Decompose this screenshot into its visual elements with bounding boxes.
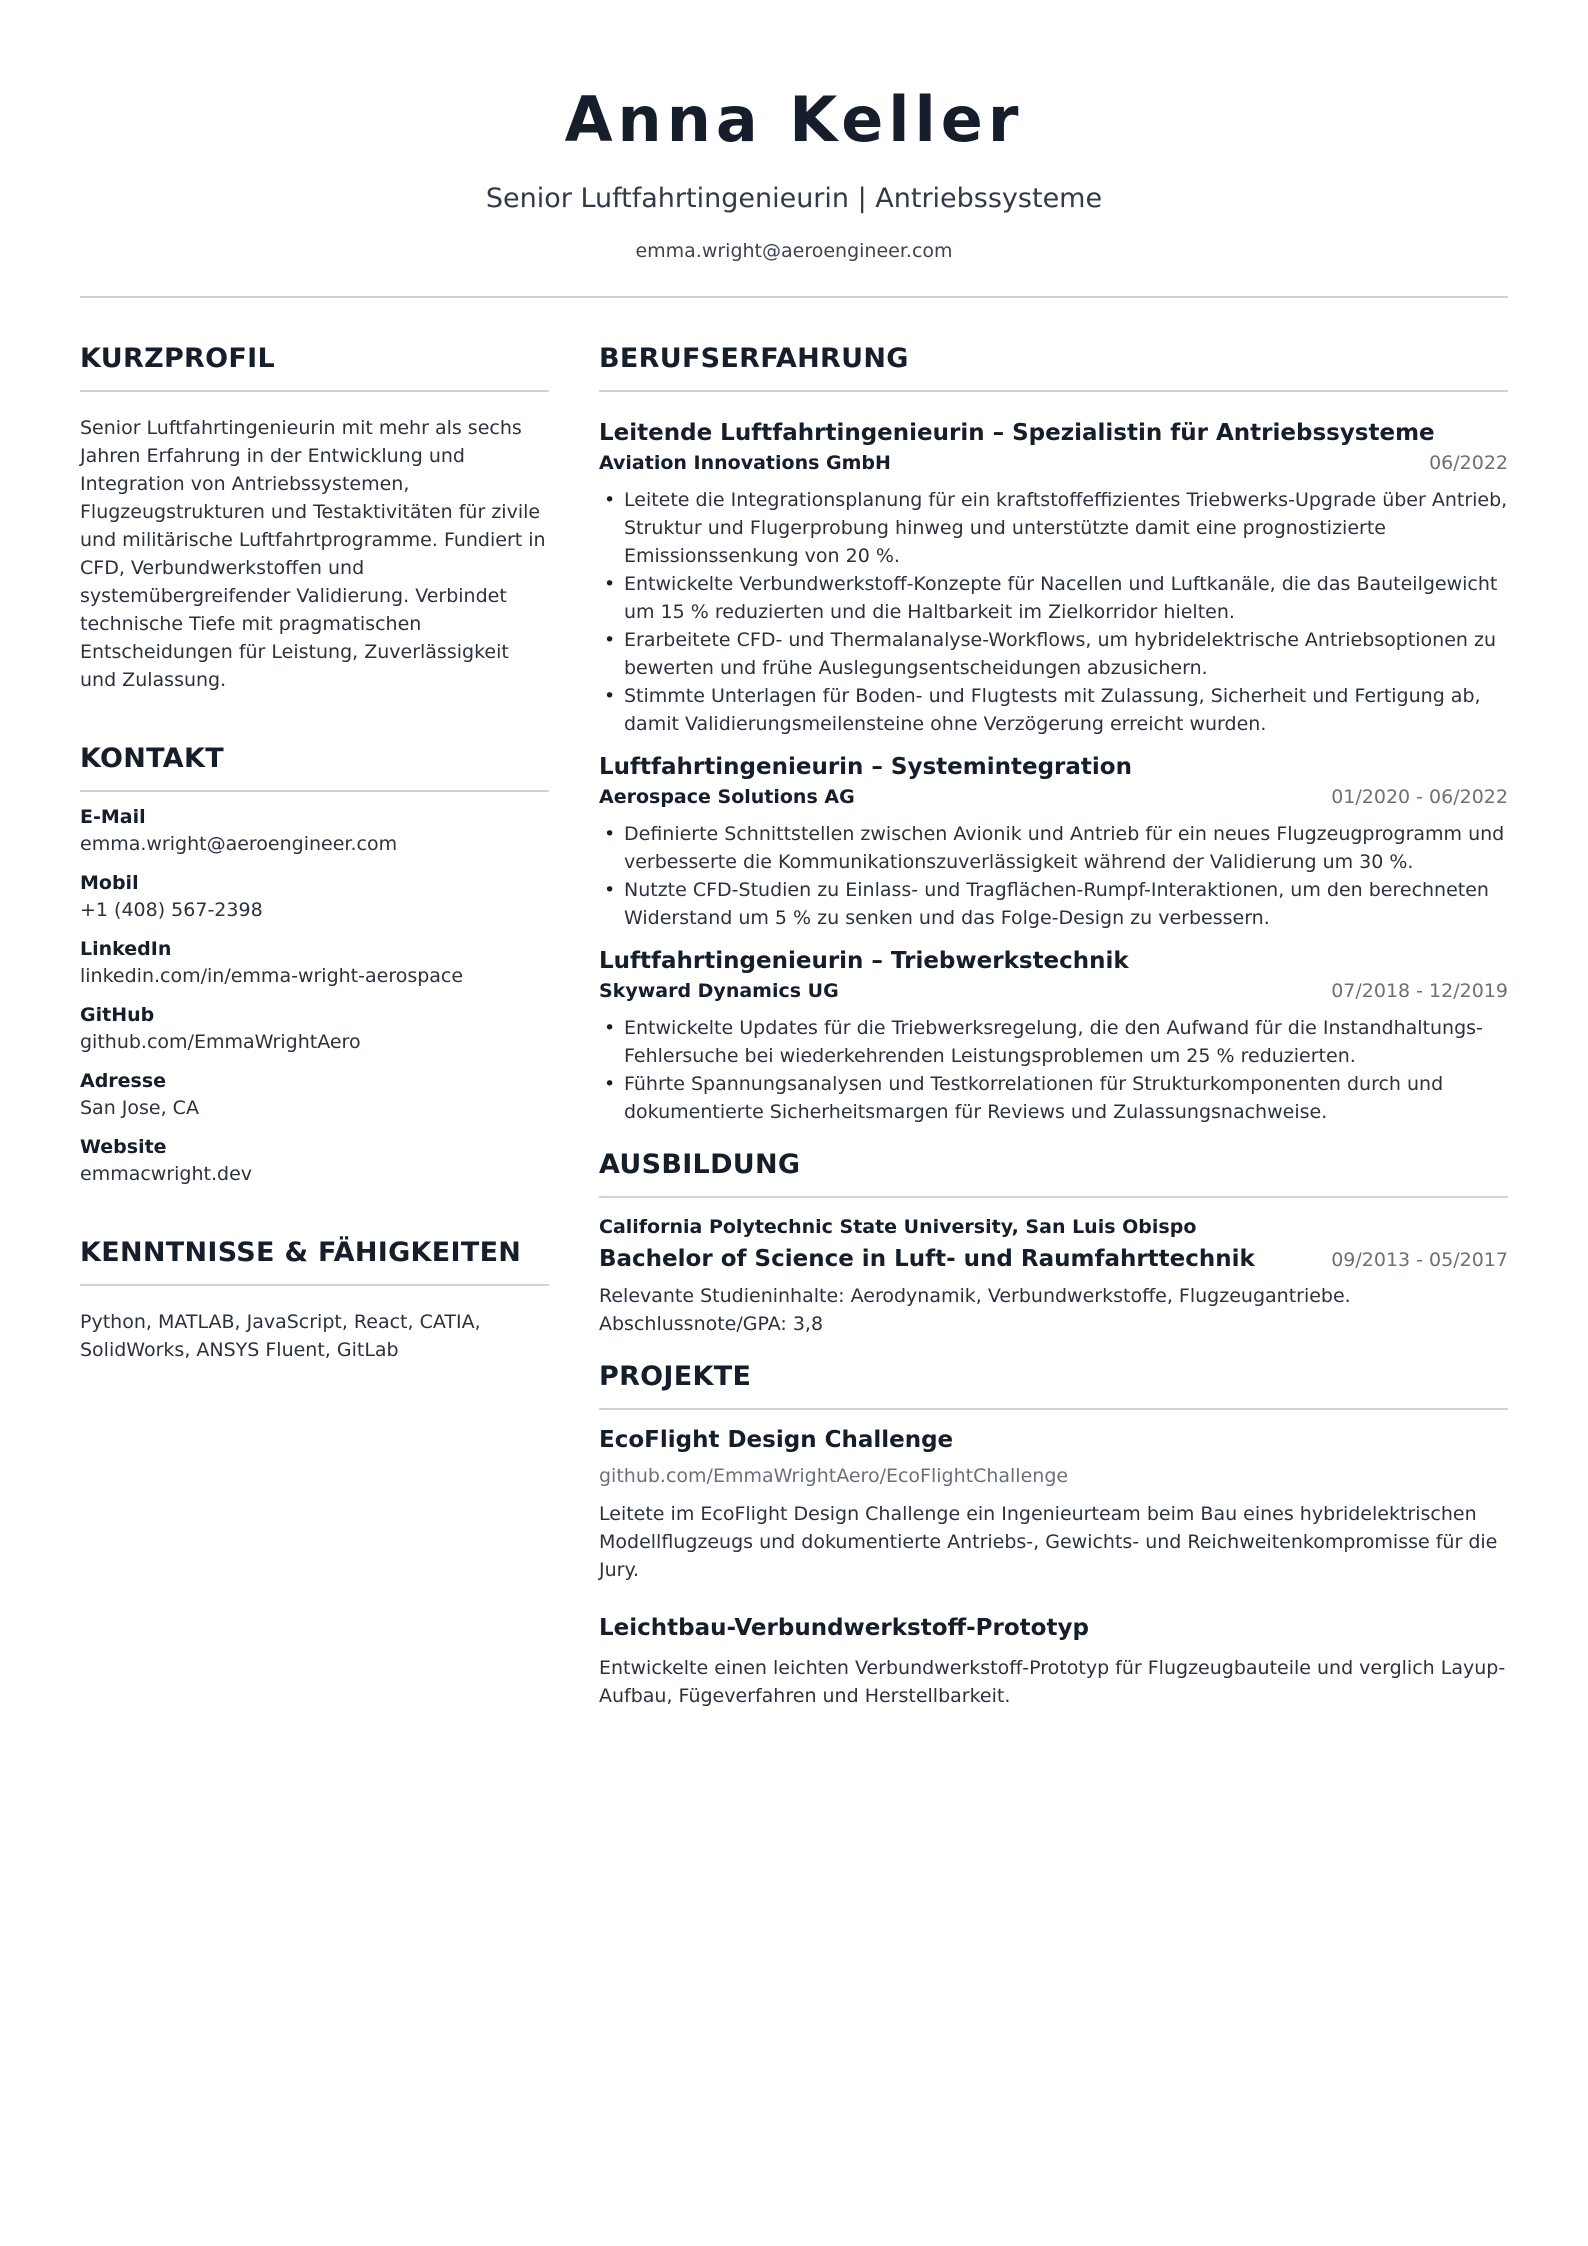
project-title: EcoFlight Design Challenge: [599, 1427, 954, 1453]
job-company: Skyward Dynamics UG: [599, 980, 839, 1002]
contact-heading: KONTAKT: [80, 743, 224, 774]
job-meta: [599, 784, 1508, 810]
contact-website-label: Website: [80, 1136, 167, 1158]
project-title: Leichtbau-Verbundwerkstoff-Prototyp: [599, 1615, 1089, 1641]
job-bullet: • Stimmte Unterlagen für Boden- und Flugtests mit Zulassung, Sicherheit und Fertigung ab, damit Validierungsmeilensteine ohne Verzögerung erreicht wurden.: [599, 682, 1508, 738]
contact-address-label: Adresse: [80, 1070, 167, 1092]
job-bullet: • Leitete die Integrationsplanung für ein kraftstoffeffizientes Triebwerks-Upgrade über Antrieb, Struktur und Flugerprobung hinweg und unterstützte damit eine prognostizierte Emissionssenkung von 20 %.: [599, 486, 1508, 570]
job-entry: [599, 946, 1508, 1126]
education-degree-row: [599, 1244, 1508, 1274]
job-bullet: • Entwickelte Updates für die Triebwerksregelung, die den Aufwand für die Instandhaltungs-Fehlersuche bei wiederkehrenden Leistungsproblemen um 25 % reduzierten.: [599, 1014, 1508, 1070]
job-date: 06/2022: [1429, 452, 1508, 474]
projects-section: [599, 1360, 1508, 1710]
section-divider: [599, 1196, 1508, 1198]
header-email[interactable]: emma.wright@aeroengineer.com: [635, 240, 953, 262]
summary-section: [80, 342, 549, 694]
education-heading: AUSBILDUNG: [599, 1149, 801, 1180]
contact-github-label: GitHub: [80, 1004, 155, 1026]
job-date: 07/2018 - 12/2019: [1331, 980, 1508, 1002]
contact-section: [80, 742, 549, 1188]
job-bullets: [599, 486, 1508, 738]
job-bullet: • Erarbeitete CFD- und Thermalanalyse-Workflows, um hybridelektrische Antriebsoptionen zu bewerten und frühe Auslegungsentscheidungen abzusichern.: [599, 626, 1508, 682]
job-meta: [599, 978, 1508, 1004]
education-degree: Bachelor of Science in Luft- und Raumfahrttechnik: [599, 1246, 1255, 1272]
project-entry: [599, 1424, 1508, 1584]
resume-header: [80, 0, 1508, 298]
experience-section: [599, 342, 1508, 1126]
skills-text: Python, MATLAB, JavaScript, React, CATIA, SolidWorks, ANSYS Fluent, GitLab: [80, 1311, 481, 1361]
job-bullet: • Nutzte CFD-Studien zu Einlass- und Tragflächen-Rumpf-Interaktionen, um den berechneten Widerstand um 5 % zu senken und das Folge-Design zu verbessern.: [599, 876, 1508, 932]
job-title: Leitende Luftfahrtingenieurin – Spezialistin für Antriebssysteme: [599, 420, 1435, 446]
education-entry: [599, 1214, 1508, 1338]
right-column: [599, 342, 1508, 1732]
job-bullet: • Entwickelte Verbundwerkstoff-Konzepte für Nacellen und Luftkanäle, die das Bauteilgewicht um 15 % reduzierten und die Haltbarkeit im Zielkorridor hielten.: [599, 570, 1508, 626]
contact-github-link[interactable]: github.com/EmmaWrightAero: [80, 1031, 361, 1053]
contact-linkedin-link[interactable]: linkedin.com/in/emma-wright-aerospace: [80, 965, 464, 987]
project-link[interactable]: github.com/EmmaWrightAero/EcoFlightChallenge: [599, 1465, 1069, 1487]
section-divider: [80, 390, 549, 392]
project-entry: [599, 1612, 1508, 1710]
contact-linkedin-label: LinkedIn: [80, 938, 172, 960]
job-meta: [599, 450, 1508, 476]
job-bullet: • Führte Spannungsanalysen und Testkorrelationen für Strukturkomponenten durch und dokumentierte Sicherheitsmargen für Reviews und Zulassungsnachweise.: [599, 1070, 1508, 1126]
section-divider: [80, 1284, 549, 1286]
experience-heading: BERUFSERFAHRUNG: [599, 343, 909, 374]
project-description: Leitete im EcoFlight Design Challenge ein Ingenieurteam beim Bau eines hybridelektrischen Modellflugzeugs und dokumentierte Antriebs-, Gewichts- und Reichweitenkompromisse für die Jury.: [599, 1503, 1498, 1581]
job-bullets: [599, 1014, 1508, 1126]
projects-heading: PROJEKTE: [599, 1361, 752, 1392]
education-section: [599, 1148, 1508, 1338]
contact-list: [80, 804, 549, 1188]
contact-phone-label: Mobil: [80, 872, 139, 894]
section-divider: [80, 790, 549, 792]
project-description: Entwickelte einen leichten Verbundwerkstoff-Prototyp für Flugzeugbauteile und verglich Layup-Aufbau, Fügeverfahren und Herstellbarkeit.: [599, 1657, 1506, 1707]
job-bullets: [599, 820, 1508, 932]
job-title: Luftfahrtingenieurin – Triebwerkstechnik: [599, 948, 1129, 974]
contact-email-label: E-Mail: [80, 806, 146, 828]
candidate-title: Senior Luftfahrtingenieurin | Antriebssysteme: [485, 183, 1103, 214]
contact-address-value: San Jose, CA: [80, 1097, 199, 1119]
job-date: 01/2020 - 06/2022: [1331, 786, 1508, 808]
job-entry: [599, 752, 1508, 932]
job-company: Aerospace Solutions AG: [599, 786, 855, 808]
education-details: Relevante Studieninhalte: Aerodynamik, Verbundwerkstoffe, Flugzeugantriebe. Abschlussnote/GPA: 3,8: [599, 1285, 1351, 1335]
summary-heading: KURZPROFIL: [80, 343, 275, 374]
candidate-name: Anna Keller: [564, 83, 1024, 156]
header-divider: [80, 296, 1508, 298]
skills-section: [80, 1236, 549, 1364]
summary-text: Senior Luftfahrtingenieurin mit mehr als sechs Jahren Erfahrung in der Entwicklung und Integration von Antriebssystemen, Flugzeugstrukturen und Testaktivitäten für zivile und militärische Luftfahrtprogramme. Fundiert in CFD, Verbundwerkstoffen und systemübergreifender Validierung. Verbindet technische Tiefe mit pragmatischen Entscheidungen für Leistung, Zuverlässigkeit und Zulassung.: [80, 417, 546, 691]
education-date: 09/2013 - 05/2017: [1331, 1249, 1508, 1271]
job-bullet: • Definierte Schnittstellen zwischen Avionik und Antrieb für ein neues Flugzeugprogramm und verbesserte die Kommunikationszuverlässigkeit während der Validierung um 30 %.: [599, 820, 1508, 876]
contact-phone-value[interactable]: +1 (408) 567-2398: [80, 899, 263, 921]
contact-email-value[interactable]: emma.wright@aeroengineer.com: [80, 833, 398, 855]
job-company: Aviation Innovations GmbH: [599, 452, 891, 474]
resume-columns: [80, 342, 1508, 1732]
section-divider: [599, 390, 1508, 392]
left-column: [80, 342, 549, 1732]
job-entry: [599, 418, 1508, 738]
skills-heading: KENNTNISSE & FÄHIGKEITEN: [80, 1237, 522, 1268]
education-school: California Polytechnic State University, San Luis Obispo: [599, 1216, 1197, 1238]
job-title: Luftfahrtingenieurin – Systemintegration: [599, 754, 1132, 780]
contact-website-link[interactable]: emmacwright.dev: [80, 1163, 253, 1185]
section-divider: [599, 1408, 1508, 1410]
